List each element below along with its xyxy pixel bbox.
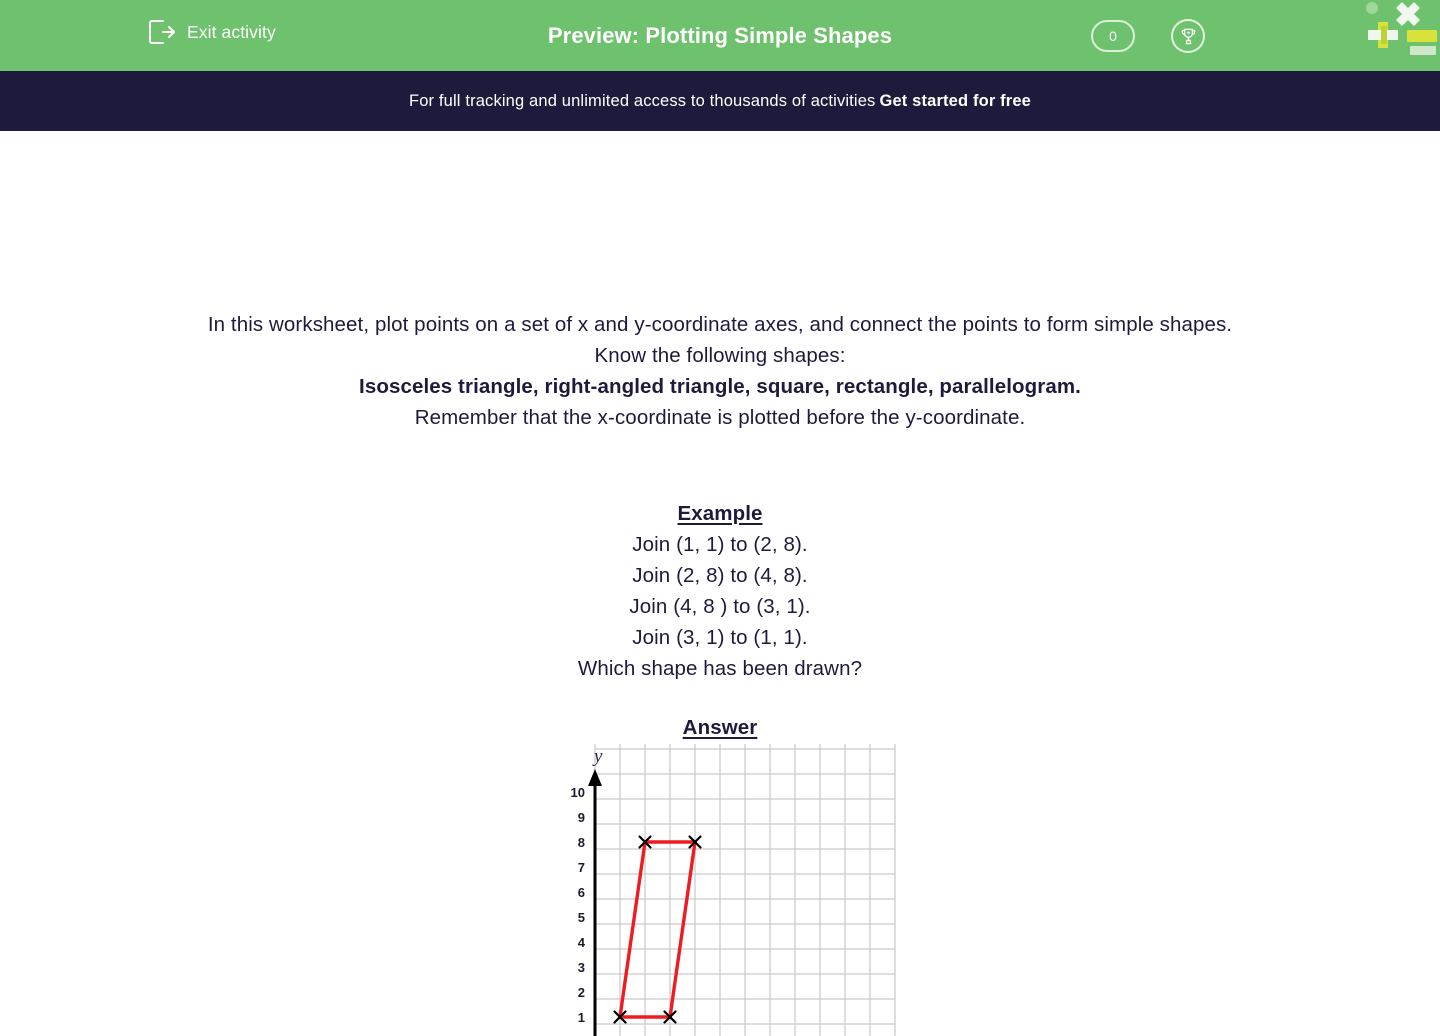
intro-line-4: Remember that the x-coordinate is plotted before the y-coordinate. [414, 406, 1026, 429]
get-started-link[interactable]: Get started for free [879, 91, 1032, 110]
y-tick-labels [571, 785, 586, 1025]
shape-point-markers [615, 837, 701, 1023]
intro-line-1: In this worksheet, plot points on a set of x and y-coordinate axes, and connect the points to form simple shapes. [207, 313, 1233, 336]
y-tick-label: 9 [577, 810, 585, 825]
y-axis-label: y [594, 746, 603, 767]
example-step: Join (2, 8) to (4, 8). [632, 564, 808, 587]
app-header [0, 0, 1440, 71]
promo-banner [0, 71, 1440, 131]
coordinate-graph-svg [545, 736, 905, 1036]
y-axis [588, 769, 602, 1036]
y-tick-label: 10 [570, 785, 585, 800]
answer-heading-label: Answer [682, 716, 758, 739]
page-title: Preview: Plotting Simple Shapes [547, 22, 893, 48]
y-tick-label: 6 [577, 885, 585, 900]
example-question: Which shape has been drawn? [577, 657, 863, 680]
example-step: Join (3, 1) to (1, 1). [632, 626, 808, 649]
example-step: Join (1, 1) to (2, 8). [632, 533, 808, 556]
y-tick-label: 3 [577, 960, 585, 975]
worksheet-intro [0, 309, 1440, 433]
example-heading: Example [677, 502, 763, 525]
intro-line-2: Know the following shapes: [594, 344, 846, 367]
y-tick-label: 7 [577, 860, 585, 875]
example-step: Join (4, 8 ) to (3, 1). [629, 595, 811, 618]
shape-edges [620, 842, 695, 1017]
shape-edge [620, 842, 645, 1017]
grid-lines [595, 744, 895, 1036]
y-tick-label: 4 [577, 935, 585, 950]
promo-message: For full tracking and unlimited access to thousands of activities [408, 91, 876, 110]
trophy-button[interactable] [1171, 19, 1205, 53]
intro-shapes-list: Isosceles triangle, right-angled triangle, square, rectangle, parallelogram. [359, 375, 1081, 398]
y-tick-label: 5 [577, 910, 585, 925]
y-tick-label: 1 [577, 1010, 585, 1025]
y-tick-label: 2 [577, 985, 585, 1000]
shape-edge [670, 842, 695, 1017]
trophy-icon [1179, 27, 1198, 46]
promo-text-wrapper [409, 92, 1031, 111]
score-value: 0 [1109, 28, 1117, 44]
worksheet-content [0, 131, 1440, 1025]
exit-activity-label: Exit activity [187, 21, 276, 42]
example-section [0, 498, 1440, 684]
score-badge[interactable] [1091, 20, 1135, 52]
y-tick-label: 8 [577, 835, 585, 850]
coordinate-graph [545, 736, 905, 1036]
